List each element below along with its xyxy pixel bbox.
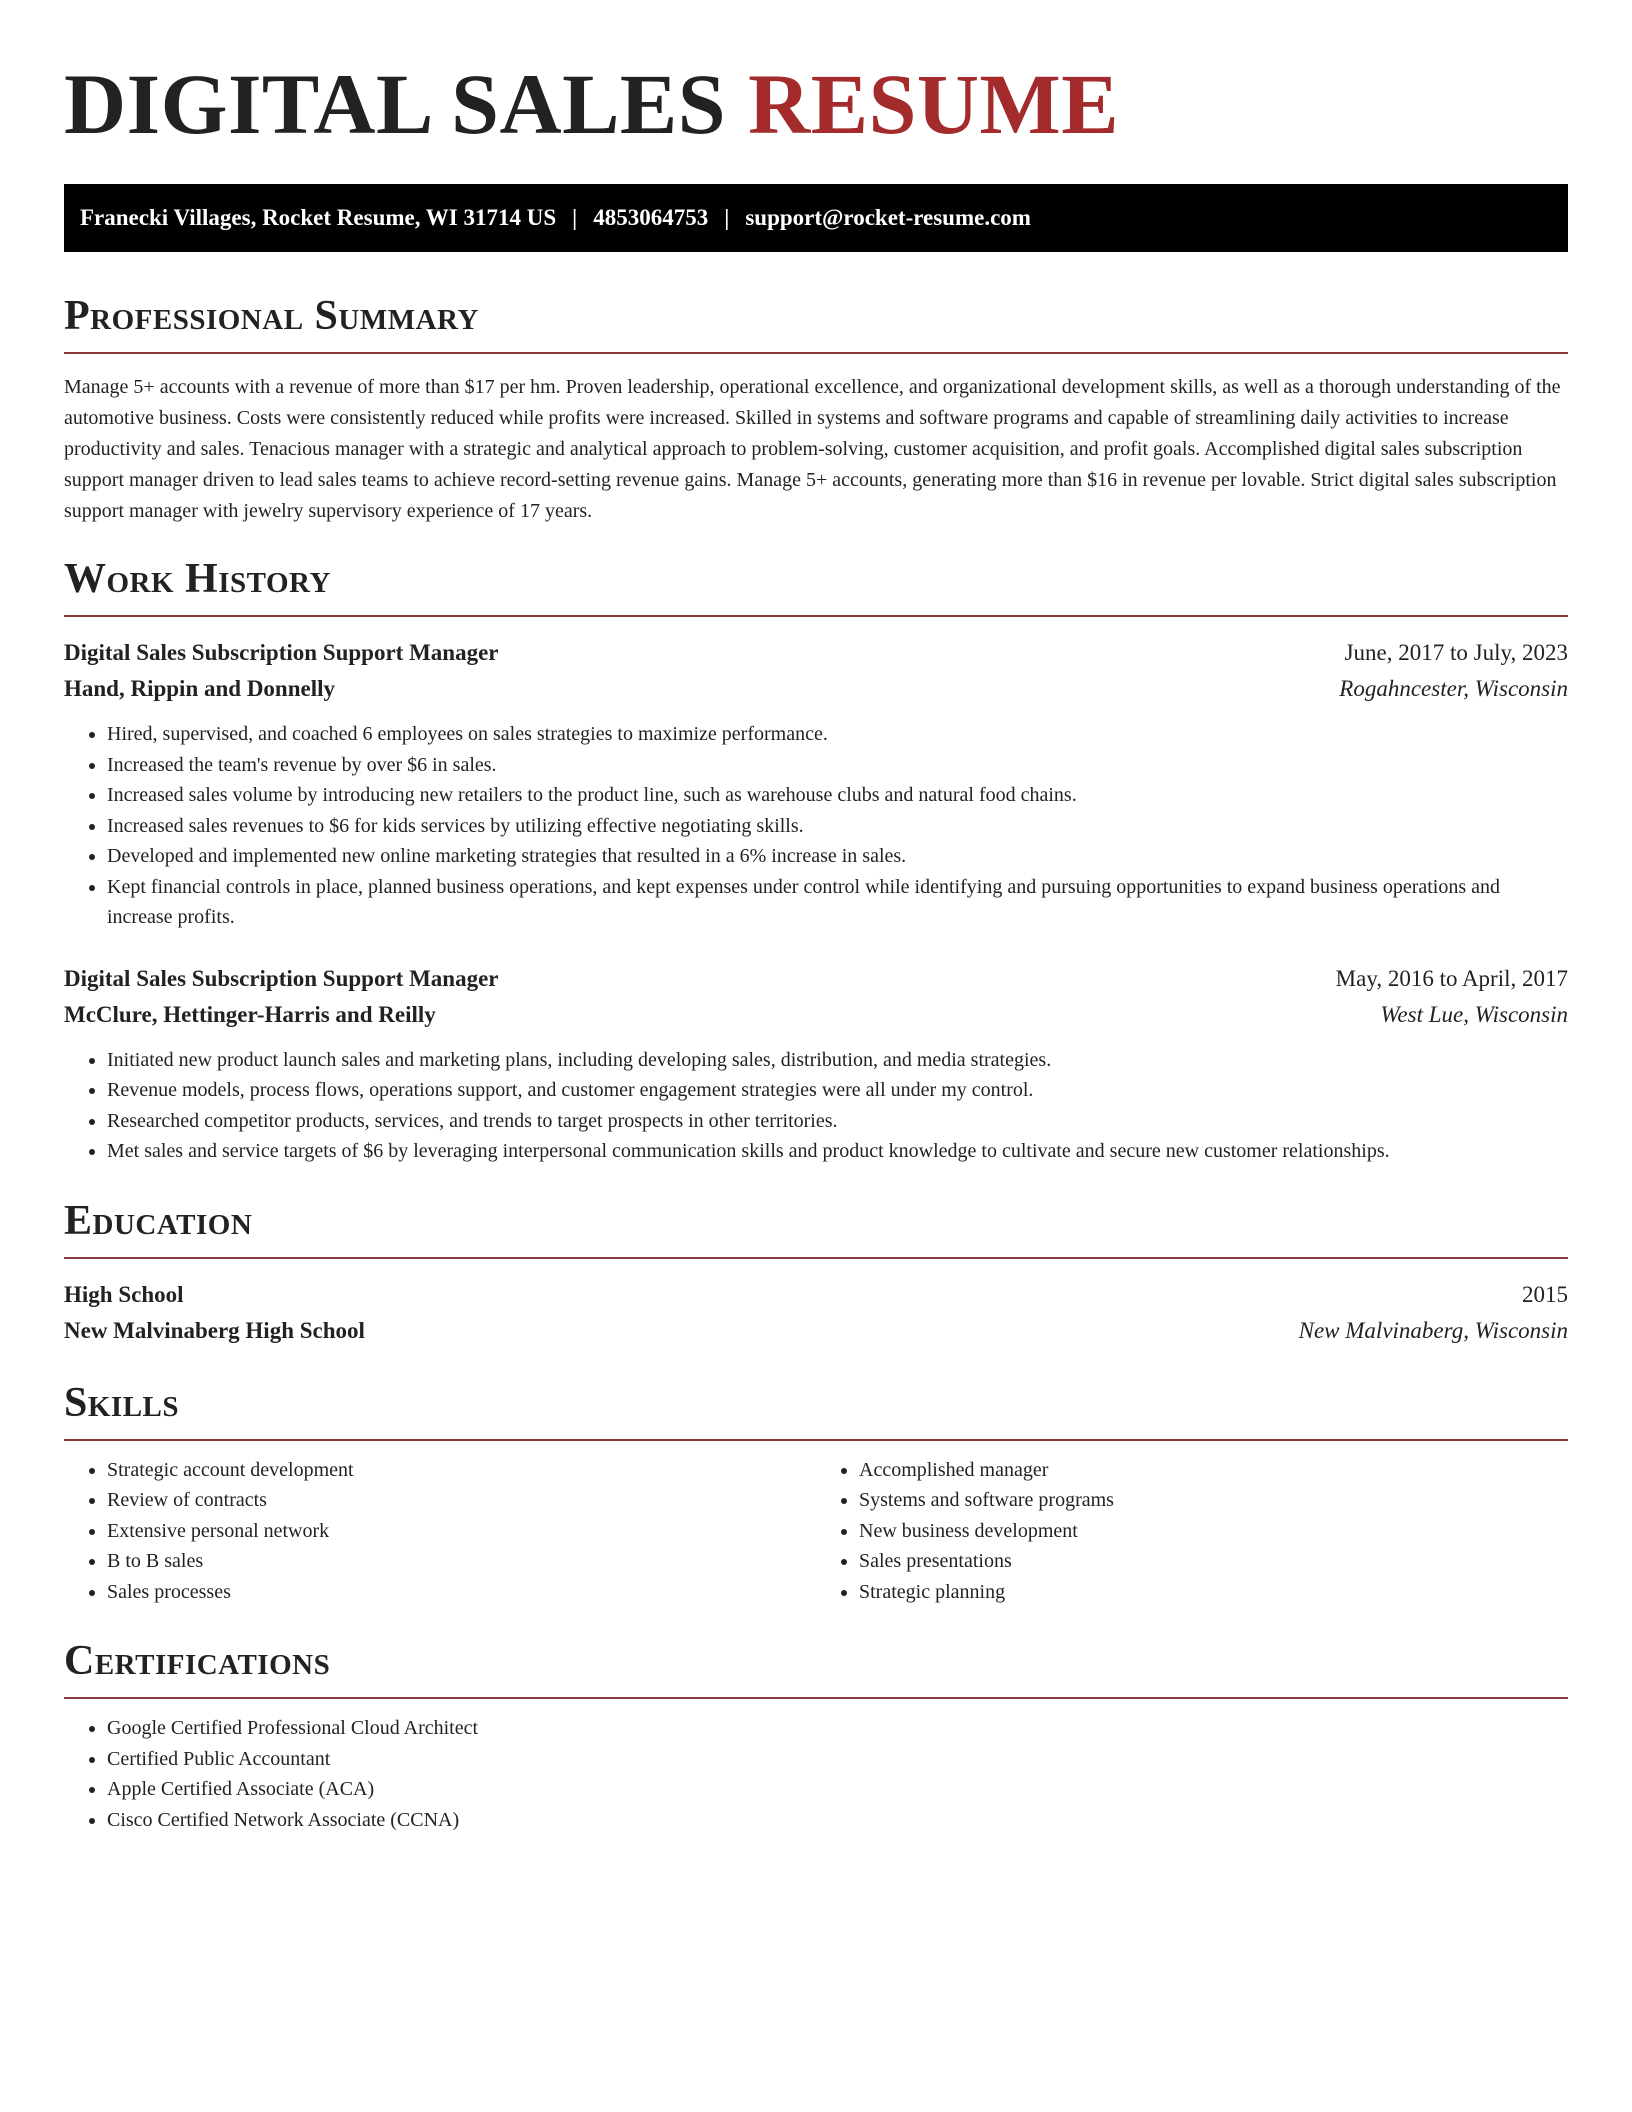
skill-item: • Strategic planning — [859, 1577, 1568, 1608]
job-bullet: • Researched competitor products, services, and trends to target prospects in other territories. — [107, 1106, 1568, 1137]
job-location: West Lue, Wisconsin — [1380, 1001, 1568, 1027]
job-bullet: • Met sales and service targets of $6 by leveraging interpersonal communication skills and product knowledge to cultivate and secure new customer relationships. — [107, 1136, 1568, 1167]
education-heading: Education — [64, 1195, 1568, 1259]
skill-item: • Systems and software programs — [859, 1485, 1568, 1516]
job-bullet: • Initiated new product launch sales and marketing plans, including developing sales, distribution, and media strategies. — [107, 1045, 1568, 1076]
job-title: Digital Sales Subscription Support Manager — [64, 640, 499, 665]
education-degree-row — [64, 1277, 1568, 1313]
job-bullet: • Increased sales volume by introducing new retailers to the product line, such as warehouse clubs and natural food chains. — [107, 780, 1568, 811]
certification-item: • Apple Certified Associate (ACA) — [107, 1774, 1568, 1805]
skill-item: • Accomplished manager — [859, 1455, 1568, 1486]
summary-text: Manage 5+ accounts with a revenue of more than $17 per hm. Proven leadership, operational excellence, and organizational development skills, as well as a thorough understanding of the automotive business. Costs were consistently reduced while profits were increased. Skilled in systems and software programs and capable of streamlining daily activities to increase productivity and sales. Tenacious manager with a strategic and analytical approach to problem-solving, customer acquisition, and profit goals. Accomplished digital sales subscription support manager driven to lead sales teams to achieve record-setting revenue gains. Manage 5+ accounts, generating more than $16 in revenue per lovable. Strict digital sales subscription support manager with jewelry supervisory experience of 17 years. — [64, 376, 1561, 522]
skill-item: • Strategic account development — [107, 1455, 816, 1486]
skill-item: • Review of contracts — [107, 1485, 816, 1516]
contact-separator: | — [572, 205, 578, 230]
skill-item: • Extensive personal network — [107, 1516, 816, 1547]
skill-item: • New business development — [859, 1516, 1568, 1547]
certifications-list — [64, 1713, 1568, 1835]
contact-phone: 4853064753 — [593, 205, 709, 230]
skills-list-right — [816, 1455, 1568, 1608]
certification-item: • Cisco Certified Network Associate (CCNA) — [107, 1805, 1568, 1836]
job-company: McClure, Hettinger-Harris and Reilly — [64, 1001, 436, 1027]
job-bullet: • Increased the team's revenue by over $6 in sales. — [107, 750, 1568, 781]
contact-bar — [64, 184, 1568, 252]
job-company-row — [64, 671, 1568, 707]
job-location: Rogahncester, Wisconsin — [1339, 676, 1568, 701]
job-entry — [64, 635, 1568, 933]
job-bullet: • Hired, supervised, and coached 6 employees on sales strategies to maximize performance. — [107, 719, 1568, 750]
title-accent: RESUME — [748, 56, 1120, 152]
job-dates: June, 2017 to July, 2023 — [1344, 640, 1568, 665]
education-entry — [64, 1277, 1568, 1349]
job-bullet: • Increased sales revenues to $6 for kids services by utilizing effective negotiating skills. — [107, 811, 1568, 842]
contact-address: Franecki Villages, Rocket Resume, WI 31714 US — [80, 205, 557, 230]
work-history-heading: Work History — [64, 553, 1568, 617]
skills-grid — [64, 1455, 1568, 1608]
page-title — [64, 56, 1568, 152]
job-company-row — [64, 997, 1568, 1033]
education-school: New Malvinaberg High School — [64, 1317, 365, 1343]
skill-item: • B to B sales — [107, 1546, 816, 1577]
education-location: New Malvinaberg, Wisconsin — [1298, 1317, 1568, 1343]
job-title-row — [64, 635, 1568, 671]
certification-item: • Certified Public Accountant — [107, 1744, 1568, 1775]
certification-item: • Google Certified Professional Cloud Architect — [107, 1713, 1568, 1744]
certifications-heading: Certifications — [64, 1635, 1568, 1699]
title-main: DIGITAL SALES — [64, 56, 727, 152]
skill-item: • Sales processes — [107, 1577, 816, 1608]
job-entry — [64, 961, 1568, 1167]
job-bullets — [64, 719, 1568, 933]
job-bullet: • Revenue models, process flows, operations support, and customer engagement strategies were all under my control. — [107, 1075, 1568, 1106]
job-bullet: • Developed and implemented new online marketing strategies that resulted in a 6% increase in sales. — [107, 841, 1568, 872]
contact-separator: | — [724, 205, 730, 230]
education-degree: High School — [64, 1281, 184, 1307]
job-bullet: • Kept financial controls in place, planned business operations, and kept expenses under control while identifying and pursuing opportunities to expand business operations and increase profits. — [107, 872, 1568, 933]
skills-heading: Skills — [64, 1377, 1568, 1441]
job-title: Digital Sales Subscription Support Manager — [64, 965, 499, 991]
job-bullets — [64, 1045, 1568, 1167]
job-title-row — [64, 961, 1568, 997]
education-year: 2015 — [1522, 1281, 1568, 1307]
skills-list-left — [64, 1455, 816, 1608]
contact-email: support@rocket-resume.com — [745, 205, 1031, 230]
job-dates: May, 2016 to April, 2017 — [1335, 965, 1568, 991]
skill-item: • Sales presentations — [859, 1546, 1568, 1577]
summary-heading: Professional Summary — [64, 290, 1568, 354]
education-school-row — [64, 1313, 1568, 1349]
job-company: Hand, Rippin and Donnelly — [64, 676, 336, 701]
